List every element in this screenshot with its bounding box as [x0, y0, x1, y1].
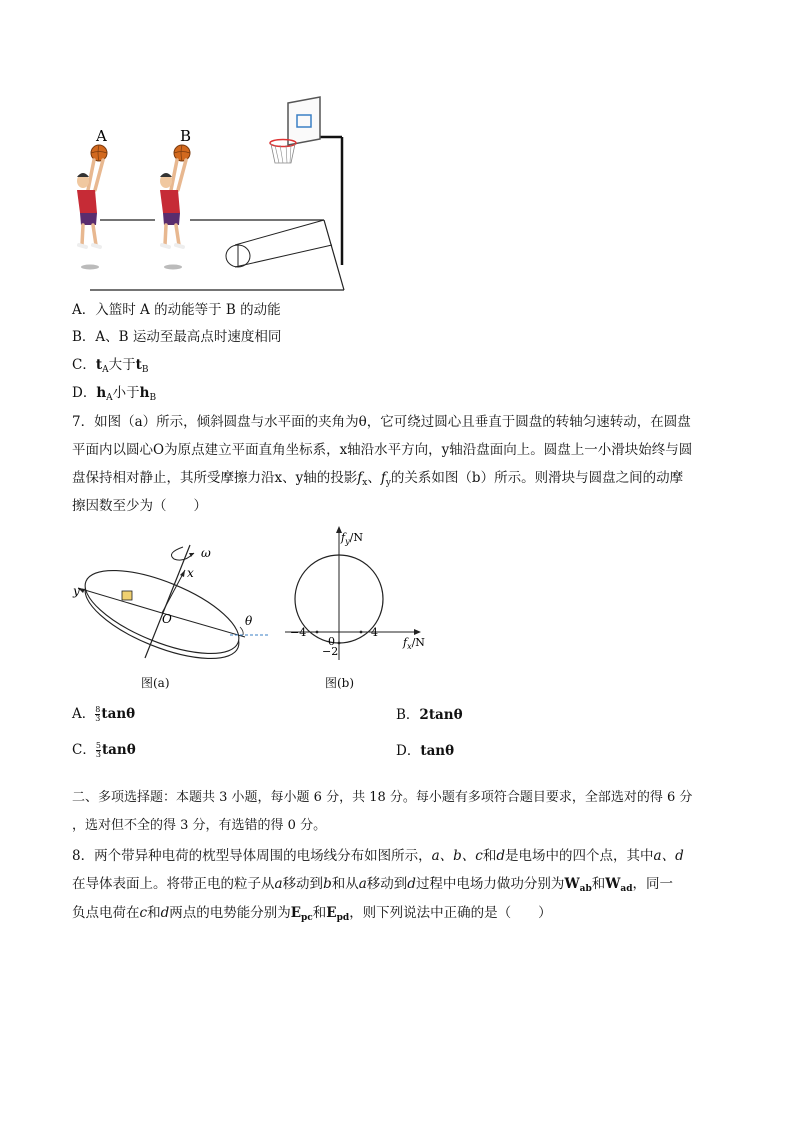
svg-text:x: x: [187, 566, 194, 580]
q7-option-c: C． $\frac{5}{3}$ tanθ: [72, 741, 136, 759]
svg-text:θ: θ: [245, 614, 253, 628]
q7-option-b: B．2tanθ: [396, 707, 463, 723]
point-4: [360, 631, 363, 634]
tick-0: 0: [328, 635, 335, 648]
svg-text:O: O: [162, 612, 172, 626]
svg-text:y: y: [73, 584, 80, 598]
tick-neg4: −4: [290, 626, 307, 639]
section2-line1: 二、多项选择题：本题共 3 小题，每小题 6 分，共 18 分。每小题有多项符合题目要求，全部选对的得 6 分: [72, 790, 693, 805]
svg-text:ω: ω: [201, 546, 211, 560]
tick-neg2: −2: [322, 645, 339, 658]
q7-line1: 7．如图（a）所示，倾斜圆盘与水平面的夹角为θ，它可绕过圆心且垂直于圆盘的转轴匀速转动，在圆盘: [72, 414, 691, 430]
label-a: A: [96, 127, 107, 145]
tick-4: 4: [371, 626, 378, 639]
point-neg2: [338, 642, 341, 645]
q6-option-d: D．$h_A$小于$h_B$: [72, 385, 157, 403]
svg-text:fy/N: $f_y/N$: [341, 531, 363, 546]
q6-option-c: C．$t_A$大于$t_B$: [72, 357, 149, 375]
q7-line2: 平面内以圆心O为原点建立平面直角坐标系，x轴沿水平方向，y轴沿盘面向上。圆盘上一小滑块始终与圆: [72, 442, 693, 458]
q8-line2: 在导体表面上。将带正电的粒子从a移动到b和从a移动到d过程中电场力做功分别为$W_{ab}$和$W_{ad}$，同一: [72, 876, 674, 894]
point-neg4: [316, 631, 319, 634]
q7-option-d: D．tanθ: [396, 743, 455, 759]
section2-line2: ，选对但不全的得 3 分，有选错的得 0 分。: [72, 818, 327, 833]
q7-option-a: A． $\frac{8}{3}$ tanθ: [72, 705, 136, 723]
figure-a-caption: 图(a): [141, 676, 170, 690]
label-b: B: [180, 127, 192, 145]
svg-text:fx/N: $f_x/N$: [403, 636, 425, 651]
basketball-figure: [70, 95, 360, 295]
q6-option-b: B．A、B 运动至最高点时速度相同: [72, 329, 282, 345]
figure-b-caption: 图(b): [325, 676, 355, 690]
q8-line3: 负点电荷在c和d两点的电势能分别为$E_{pc}$和$E_{pd}$，则下列说法中正确的是（ ）: [72, 905, 552, 923]
q6-option-a: A．入篮时 A 的动能等于 B 的动能: [72, 302, 281, 318]
player-a: [77, 145, 107, 270]
q7-line4: 擦因数至少为（ ）: [72, 498, 207, 514]
figure-a-tilted-disc: [70, 535, 280, 695]
q8-line1: 8．两个带异种电荷的枕型导体周围的电场线分布如图所示，a、b、c和d是电场中的四个点，其中a、d: [72, 848, 684, 864]
player-b: [160, 145, 190, 270]
figure-b-friction-circle: [285, 520, 435, 670]
q7-line3: 盘保持相对静止，其所受摩擦力沿x、y轴的投影$f_x$、$f_y$的关系如图（b）所示。则滑块与圆盘之间的动摩: [72, 470, 684, 488]
